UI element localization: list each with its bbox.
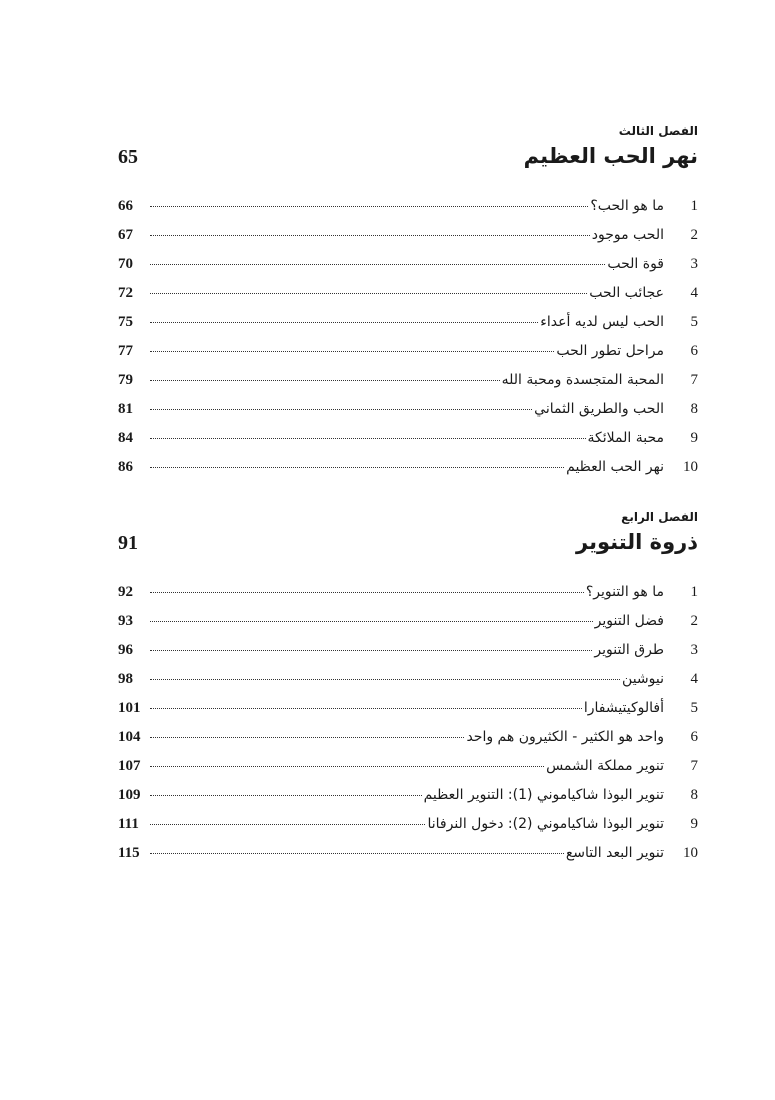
chapter-section — [118, 120, 698, 488]
toc-entry[interactable] — [118, 198, 698, 227]
toc-entry[interactable] — [118, 285, 698, 314]
dot-leader — [150, 234, 590, 236]
dot-leader — [150, 321, 538, 323]
toc-entry-title: عجائب الحب — [589, 285, 664, 301]
toc-entry[interactable] — [118, 372, 698, 401]
toc-entry-number: 10 — [683, 459, 698, 475]
toc-entry-title: تنوير مملكة الشمس — [546, 758, 664, 774]
toc-entry-page-number: 92 — [118, 584, 133, 600]
toc-entry-title: المحبة المتجسدة ومحبة الله — [501, 372, 664, 388]
dot-leader — [150, 466, 564, 468]
toc-entry-page-number: 86 — [118, 459, 133, 475]
toc-entry-title: الحب موجود — [591, 227, 664, 243]
toc-entry-number: 1 — [690, 198, 698, 214]
toc-entry-page-number: 109 — [118, 787, 141, 803]
chapter-page-number: 91 — [118, 532, 138, 554]
toc-entry-number: 5 — [690, 314, 698, 330]
toc-entry-page-number: 70 — [118, 256, 133, 272]
chapter-heading[interactable] — [118, 144, 698, 184]
chapter-title: ذروة التنوير — [576, 530, 698, 554]
toc-entry-page-number: 96 — [118, 642, 133, 658]
toc-entry-page-number: 72 — [118, 285, 133, 301]
toc-entry[interactable] — [118, 787, 698, 816]
dot-leader — [150, 379, 500, 381]
toc-entry-title: أفالوكيتيشفارا — [583, 700, 664, 716]
toc-entry-title: قوة الحب — [607, 256, 664, 272]
toc-entry[interactable] — [118, 700, 698, 729]
dot-leader — [150, 707, 582, 709]
dot-leader — [150, 736, 464, 738]
toc-entry-page-number: 93 — [118, 613, 133, 629]
toc-entry-title: الحب والطريق الثماني — [534, 401, 664, 417]
toc-entry-page-number: 75 — [118, 314, 133, 330]
toc-entry[interactable] — [118, 343, 698, 372]
chapter-separator — [118, 488, 698, 506]
dot-leader — [150, 649, 592, 651]
toc-entry[interactable] — [118, 845, 698, 874]
toc-entry-number: 4 — [690, 285, 698, 301]
toc-entry[interactable] — [118, 671, 698, 700]
toc-entry[interactable] — [118, 584, 698, 613]
chapter-title: نهر الحب العظيم — [523, 144, 698, 168]
toc-entry-number: 5 — [690, 700, 698, 716]
toc-entry-page-number: 111 — [118, 816, 139, 832]
toc-entry[interactable] — [118, 816, 698, 845]
toc-entry-number: 9 — [690, 816, 698, 832]
toc-entry-title: تنوير البوذا شاكياموني (1): التنوير العظيم — [423, 787, 664, 803]
dot-leader — [150, 852, 564, 854]
toc-entry[interactable] — [118, 314, 698, 343]
chapters-container — [118, 120, 698, 874]
toc-entry-number: 8 — [690, 787, 698, 803]
dot-leader — [150, 437, 586, 439]
toc-entry-number: 7 — [690, 758, 698, 774]
toc-entry-page-number: 101 — [118, 700, 141, 716]
toc-entry-page-number: 107 — [118, 758, 141, 774]
dot-leader — [150, 350, 554, 352]
toc-entry-page-number: 79 — [118, 372, 133, 388]
toc-entry-page-number: 81 — [118, 401, 133, 417]
toc-list — [118, 584, 698, 874]
dot-leader — [150, 591, 584, 593]
dot-leader — [150, 794, 422, 796]
toc-entry[interactable] — [118, 227, 698, 256]
toc-entry-page-number: 84 — [118, 430, 133, 446]
chapter-label: الفصل الثالث — [618, 124, 698, 138]
toc-entry-title: الحب ليس لديه أعداء — [540, 314, 664, 330]
toc-entry-number: 7 — [690, 372, 698, 388]
toc-entry-title: محبة الملائكة — [587, 430, 664, 446]
toc-entry-title: نيوشين — [622, 671, 664, 687]
toc-entry[interactable] — [118, 729, 698, 758]
toc-entry-page-number: 115 — [118, 845, 140, 861]
toc-entry-number: 4 — [690, 671, 698, 687]
toc-entry-title: فضل التنوير — [594, 613, 664, 629]
toc-entry[interactable] — [118, 430, 698, 459]
toc-entry-title: طرق التنوير — [594, 642, 664, 658]
dot-leader — [150, 263, 605, 265]
toc-entry-title: واحد هو الكثير - الكثيرون هم واحد — [466, 729, 664, 745]
dot-leader — [150, 678, 620, 680]
toc-entry-page-number: 98 — [118, 671, 133, 687]
toc-entry-page-number: 67 — [118, 227, 133, 243]
toc-entry-page-number: 104 — [118, 729, 141, 745]
chapter-section — [118, 506, 698, 874]
chapter-label: الفصل الرابع — [621, 510, 698, 524]
toc-entry-page-number: 66 — [118, 198, 133, 214]
toc-entry-title: ما هو الحب؟ — [590, 198, 664, 214]
chapter-page-number: 65 — [118, 146, 138, 168]
toc-entry-title: تنوير البعد التاسع — [565, 845, 664, 861]
toc-entry-number: 10 — [683, 845, 698, 861]
dot-leader — [150, 765, 544, 767]
chapter-heading[interactable] — [118, 530, 698, 570]
toc-entry[interactable] — [118, 642, 698, 671]
toc-entry-number: 2 — [690, 227, 698, 243]
toc-entry-title: ما هو التنوير؟ — [585, 584, 664, 600]
toc-entry-title: نهر الحب العظيم — [566, 459, 664, 475]
toc-list — [118, 198, 698, 488]
table-of-contents — [118, 120, 698, 874]
toc-entry-number: 2 — [690, 613, 698, 629]
toc-entry[interactable] — [118, 256, 698, 285]
toc-entry[interactable] — [118, 758, 698, 787]
dot-leader — [150, 620, 593, 622]
toc-entry[interactable] — [118, 459, 698, 488]
toc-entry-number: 6 — [690, 729, 698, 745]
toc-entry-number: 6 — [690, 343, 698, 359]
toc-entry-number: 9 — [690, 430, 698, 446]
toc-entry[interactable] — [118, 401, 698, 430]
dot-leader — [150, 292, 587, 294]
dot-leader — [150, 205, 588, 207]
toc-entry-number: 3 — [690, 256, 698, 272]
toc-entry-number: 1 — [690, 584, 698, 600]
toc-entry-page-number: 77 — [118, 343, 133, 359]
dot-leader — [150, 823, 425, 825]
toc-entry-number: 3 — [690, 642, 698, 658]
toc-entry-title: مراحل تطور الحب — [556, 343, 664, 359]
toc-entry[interactable] — [118, 613, 698, 642]
toc-entry-title: تنوير البوذا شاكياموني (2): دخول النرفانا — [427, 816, 664, 832]
dot-leader — [150, 408, 532, 410]
toc-entry-number: 8 — [690, 401, 698, 417]
